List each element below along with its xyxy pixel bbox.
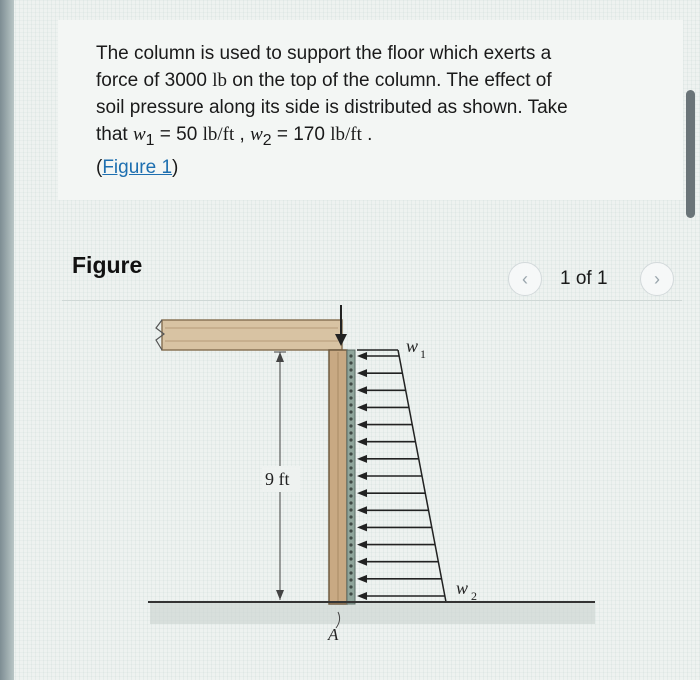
floor-beam bbox=[162, 320, 342, 350]
soil-particle bbox=[349, 417, 352, 420]
soil-particle bbox=[349, 375, 352, 378]
w2-subscript: 2 bbox=[262, 131, 272, 149]
soil-particle bbox=[349, 494, 352, 497]
soil-particle bbox=[349, 529, 352, 532]
load-arrow-head bbox=[357, 403, 367, 411]
w1-unit: lb/ft bbox=[202, 124, 235, 145]
soil-particle bbox=[349, 361, 352, 364]
figure-link[interactable]: Figure 1 bbox=[102, 156, 173, 178]
soil-particle bbox=[349, 480, 352, 483]
soil-particle bbox=[349, 487, 352, 490]
soil-particle bbox=[349, 515, 352, 518]
w2-value: = 170 bbox=[271, 124, 331, 145]
soil-particle bbox=[349, 459, 352, 462]
sentence-end: . bbox=[361, 124, 373, 145]
problem-line-1: The column is used to support the floor which exerts a bbox=[96, 43, 552, 64]
load-arrow-head bbox=[357, 575, 367, 583]
distributed-load-arrows bbox=[357, 352, 445, 600]
load-arrow-head bbox=[357, 489, 367, 497]
soil-particle bbox=[349, 403, 352, 406]
soil-particle bbox=[349, 389, 352, 392]
soil-particle bbox=[349, 536, 352, 539]
load-arrow-head bbox=[357, 369, 367, 377]
w1-symbol: w bbox=[132, 124, 146, 145]
w2-label: w bbox=[456, 578, 469, 598]
w2-symbol: w bbox=[250, 124, 263, 145]
figure-heading: Figure bbox=[72, 252, 143, 278]
soil-particle bbox=[349, 585, 352, 588]
soil-particle bbox=[349, 550, 352, 553]
soil-particle bbox=[349, 501, 352, 504]
value-separator: , bbox=[234, 124, 251, 145]
soil-particle bbox=[349, 368, 352, 371]
soil-particle bbox=[349, 410, 352, 413]
dimension-arrow-bottom bbox=[276, 590, 284, 600]
load-arrow-head bbox=[357, 558, 367, 566]
load-arrow-head bbox=[357, 438, 367, 446]
soil-particle bbox=[349, 431, 352, 434]
soil-particle bbox=[349, 571, 352, 574]
soil-particle bbox=[349, 452, 352, 455]
problem-line-2-pre: force of 3000 bbox=[96, 70, 213, 91]
w1-label: w bbox=[406, 336, 419, 356]
load-arrow-head bbox=[357, 421, 367, 429]
soil-particle bbox=[349, 424, 352, 427]
load-arrow-head bbox=[357, 523, 367, 531]
problem-line-2-post: on the top of the column. The effect of bbox=[226, 70, 552, 91]
force-unit: lb bbox=[212, 70, 227, 91]
problem-line-3: soil pressure along its side is distributed as shown. Take bbox=[96, 97, 568, 118]
load-arrow-head bbox=[357, 386, 367, 394]
soil-particle bbox=[349, 438, 352, 441]
figure-pager: 1 of 1 bbox=[560, 268, 608, 289]
soil-particle bbox=[349, 354, 352, 357]
soil-particle bbox=[349, 592, 352, 595]
point-a-label: A bbox=[328, 625, 339, 644]
soil-particle bbox=[349, 473, 352, 476]
problem-line-4-that: that bbox=[96, 124, 133, 145]
w1-subscript: 1 bbox=[145, 131, 155, 149]
w1-label-subscript: 1 bbox=[420, 347, 426, 361]
ground-shadow bbox=[150, 602, 595, 624]
soil-particle bbox=[349, 543, 352, 546]
soil-particle bbox=[349, 466, 352, 469]
load-arrow-head bbox=[357, 472, 367, 480]
load-arrow-head bbox=[357, 352, 367, 360]
soil-particle bbox=[349, 382, 352, 385]
chevron-right-icon: › bbox=[654, 269, 660, 289]
figure-link-wrapper: (Figure 1) bbox=[96, 156, 179, 178]
w2-label-subscript: 2 bbox=[471, 589, 477, 603]
soil-particle bbox=[349, 522, 352, 525]
load-arrow-head bbox=[357, 506, 367, 514]
w2-unit: lb/ft bbox=[330, 124, 362, 145]
soil-particle bbox=[349, 508, 352, 511]
soil-particle bbox=[349, 578, 352, 581]
chevron-left-icon: ‹ bbox=[522, 269, 528, 289]
soil-particle bbox=[349, 564, 352, 567]
load-arrow-head bbox=[357, 541, 367, 549]
dimension-arrow-top bbox=[276, 352, 284, 362]
w1-value: = 50 bbox=[154, 124, 203, 145]
soil-particle bbox=[349, 445, 352, 448]
load-arrow-head bbox=[357, 455, 367, 463]
soil-particle bbox=[349, 396, 352, 399]
height-label: 9 ft bbox=[265, 469, 290, 489]
soil-particle bbox=[349, 557, 352, 560]
soil-dots bbox=[349, 354, 352, 595]
load-arrow-head bbox=[357, 592, 367, 600]
